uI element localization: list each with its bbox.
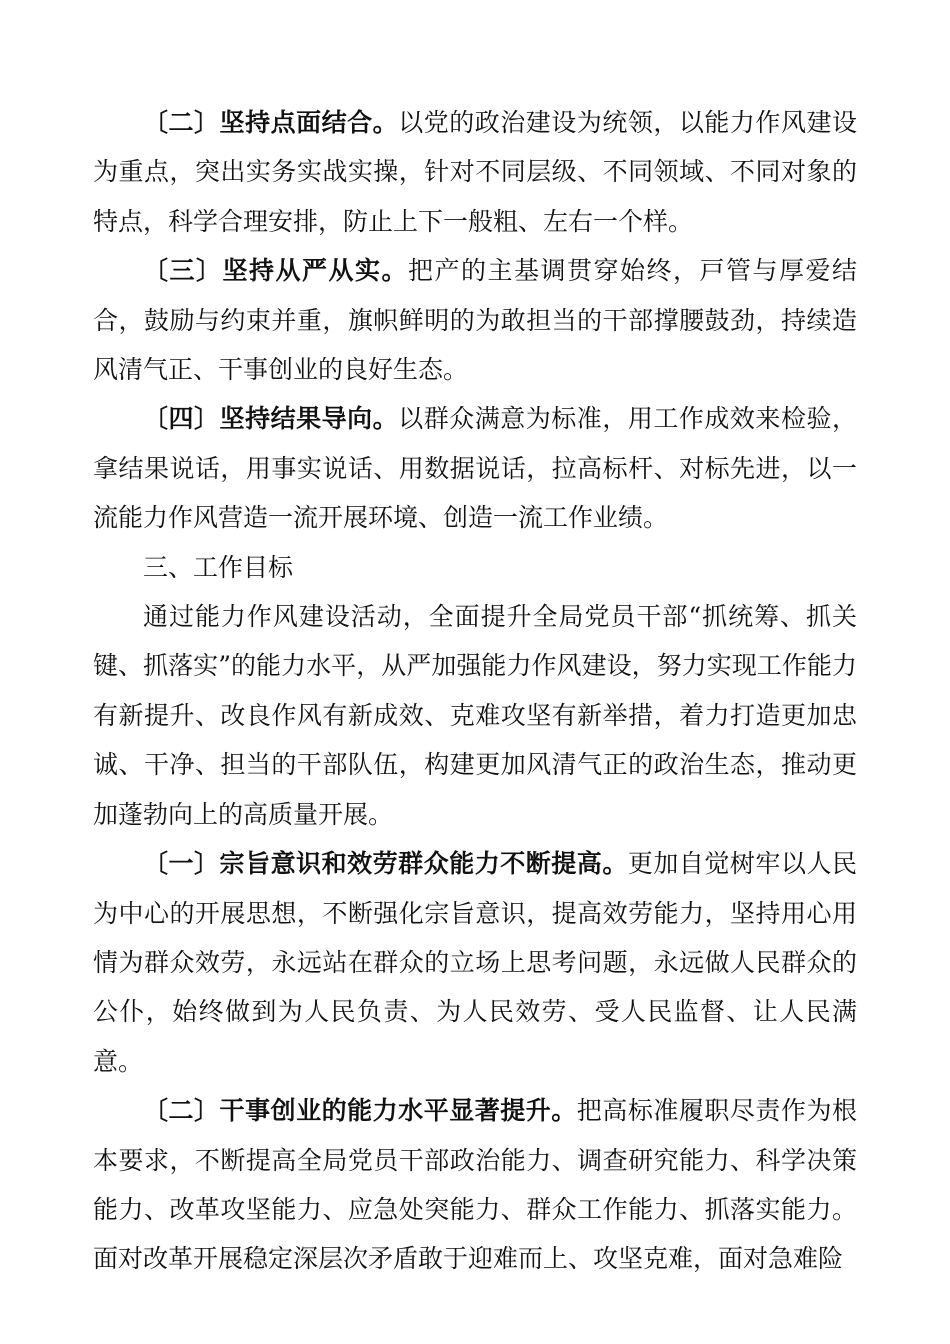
paragraph-text: 把高标准履职尽责作为根本要求，不断提高全局党员干部政治能力、调查研究能力、科学决策能力、改革攻坚能力、应急处突能力、群众工作能力、抓落实能力。面对改革开展稳定深层次矛盾敢于迎难而上、攻坚克难，面对急难险 — [93, 1096, 857, 1274]
paragraph-work-ability — [93, 1086, 857, 1284]
paragraph-text: 以群众满意为标准，用工作成效来检验，拿结果说话，用事实说话、用数据说话，拉高标杆、对标先进，以一流能力作风营造一流开展环境、创造一流工作业绩。 — [93, 404, 857, 533]
paragraph-heading: 〔二〕干事创业的能力水平显著提升。 — [143, 1096, 577, 1126]
paragraph-text: 通过能力作风建设活动，全面提升全局党员干部“抓统筹、抓关键、抓落实”的能力水平，从严加强能力作风建设，努力实现工作能力有新提升、改良作风有新成效、克难攻坚有新举措，着力打造更加忠诚、干净、担当的干部队伍，构建更加风清气正的政治生态，推动更加蓬勃向上的高质量开展。 — [93, 602, 857, 829]
paragraph-heading: 〔二〕坚持点面结合。 — [143, 108, 399, 137]
paragraph-text: 更加自觉树牢以人民为中心的开展思想，不断强化宗旨意识，提高效劳能力，坚持用心用情为群众效劳，永远站在群众的立场上思考问题，永远做人民群众的公仆，始终做到为人民负责、为人民效劳、受人民监督、让人民满意。 — [93, 849, 857, 1076]
paragraph-text: 把产的主基调贯穿始终，戸管与厚爱结合，鼓励与约束并重，旗帜鲜明的为敢担当的干部撑腰鼓劲，持续造风清气正、干事创业的良好生态。 — [93, 256, 857, 385]
paragraph-heading: 〔四〕坚持结果导向。 — [143, 404, 399, 434]
section-heading-work-goals: 三、工作目标 — [143, 552, 294, 582]
paragraph-goals-intro — [93, 592, 857, 839]
paragraph-point-coupling — [93, 98, 857, 246]
paragraph-heading: 〔一〕宗旨意识和效劳群众能力不断提高。 — [143, 849, 628, 879]
paragraph-service-ability — [93, 839, 857, 1086]
document-body — [93, 98, 857, 1284]
paragraph-strict-practical — [93, 246, 857, 394]
paragraph-heading: 〔三〕坚持从严从实。 — [143, 256, 408, 286]
paragraph-text: 以党的政治建设为统领，以能力作风建设为重点，突出实务实战实操，针对不同层级、不同领域、不同对象的特点，科学合理安排，防止上下一般粗、左右一个样。 — [93, 108, 857, 236]
paragraph-result-oriented — [93, 394, 857, 542]
